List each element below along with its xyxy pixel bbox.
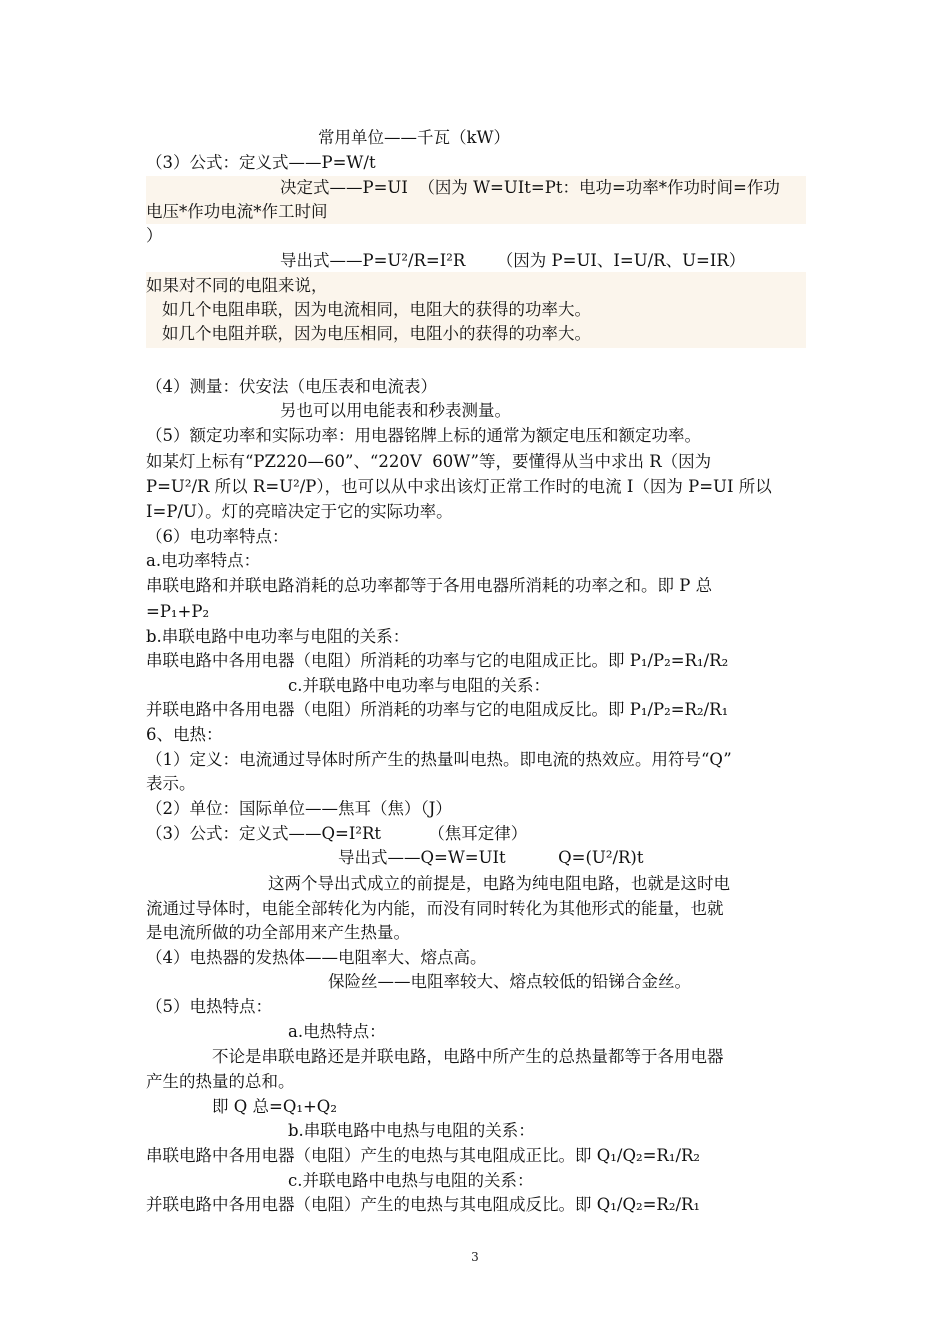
text-line: =P₁+P₂ xyxy=(146,602,210,621)
text-line: 如几个电阻串联，因为电流相同，电阻大的获得的功率大。 xyxy=(162,300,591,319)
text-line: 常用单位——千瓦（kW） xyxy=(318,128,510,147)
text-line: （1）定义：电流通过导体时所产生的热量叫电热。即电流的热效应。用符号“Q” xyxy=(146,750,732,769)
text-line: 产生的热量的总和。 xyxy=(146,1072,295,1091)
text-line: 流通过导体时，电能全部转化为内能，而没有同时转化为其他形式的能量，也就 xyxy=(146,899,724,918)
text-line: 不论是串联电路还是并联电路，电路中所产生的总热量都等于各用电器 xyxy=(212,1047,724,1066)
text-line: 这两个导出式成立的前提是，电路为纯电阻电路，也就是这时电 xyxy=(268,874,730,893)
text-line: （5）额定功率和实际功率：用电器铭牌上标的通常为额定电压和额定功率。 xyxy=(146,426,701,445)
text-line: P=U²/R 所以 R=U²/P），也可以从中求出该灯正常工作时的电流 I（因为 P=UI 所以 xyxy=(146,477,772,496)
text-line: 导出式——Q=W=UIt Q=(U²/R)t xyxy=(338,848,644,867)
text-line: （5）电热特点： xyxy=(146,997,272,1016)
text-line: 并联电路中各用电器（电阻）所消耗的功率与它的电阻成反比。即 P₁/P₂=R₂/R₁ xyxy=(146,700,729,719)
text-line: 串联电路中各用电器（电阻）产生的电热与其电阻成正比。即 Q₁/Q₂=R₁/R₂ xyxy=(146,1146,701,1165)
text-line: 即 Q 总=Q₁+Q₂ xyxy=(212,1097,337,1116)
text-line: （6）电功率特点： xyxy=(146,527,289,546)
text-line: ） xyxy=(146,226,163,245)
text-line: 6、电热： xyxy=(146,725,223,744)
text-line: I=P/U）。灯的亮暗决定于它的实际功率。 xyxy=(146,502,453,521)
text-line: 保险丝——电阻率较大、熔点较低的铅锑合金丝。 xyxy=(328,972,691,991)
text-line: a.电功率特点： xyxy=(146,551,261,570)
text-line: 串联电路和并联电路消耗的总功率都等于各用电器所消耗的功率之和。即 P 总 xyxy=(146,576,713,595)
text-line: b.串联电路中电热与电阻的关系： xyxy=(288,1121,535,1140)
text-line: c.并联电路中电功率与电阻的关系： xyxy=(288,676,550,695)
text-line: 并联电路中各用电器（电阻）产生的电热与其电阻成反比。即 Q₁/Q₂=R₂/R₁ xyxy=(146,1195,701,1214)
text-line: 是电流所做的功全部用来产生热量。 xyxy=(146,923,410,942)
text-line: 电压*作功电流*作工时间 xyxy=(146,202,328,221)
text-line: a.电热特点： xyxy=(288,1022,386,1041)
text-line: c.并联电路中电热与电阻的关系： xyxy=(288,1171,534,1190)
text-line: b.串联电路中电功率与电阻的关系： xyxy=(146,627,410,646)
text-line: 另也可以用电能表和秒表测量。 xyxy=(280,401,511,420)
text-line: 决定式——P=UI （因为 W=UIt=Pt：电功=功率*作功时间=作功 xyxy=(280,178,780,197)
text-line: 串联电路中各用电器（电阻）所消耗的功率与它的电阻成正比。即 P₁/P₂=R₁/R₂ xyxy=(146,651,729,670)
text-line: （3）公式：定义式——P=W/t xyxy=(146,153,376,172)
page-number: 3 xyxy=(471,1250,479,1264)
text-line: 如某灯上标有“PZ220—60”、“220V 60W”等，要懂得从当中求出 R（因为 xyxy=(146,452,712,471)
text-line: 如果对不同的电阻来说， xyxy=(146,276,328,295)
text-line: （4）电热器的发热体——电阻率大、熔点高。 xyxy=(146,948,487,967)
text-line: 表示。 xyxy=(146,774,196,793)
text-line: （2）单位：国际单位——焦耳（焦）（J） xyxy=(146,799,452,818)
text-line: 如几个电阻并联，因为电压相同，电阻小的获得的功率大。 xyxy=(162,324,591,343)
text-line: 导出式——P=U²/R=I²R （因为 P=UI、I=U/R、U=IR） xyxy=(280,251,746,270)
text-line: （4）测量：伏安法（电压表和电流表） xyxy=(146,377,437,396)
text-line: （3）公式：定义式——Q=I²Rt （焦耳定律） xyxy=(146,824,528,843)
